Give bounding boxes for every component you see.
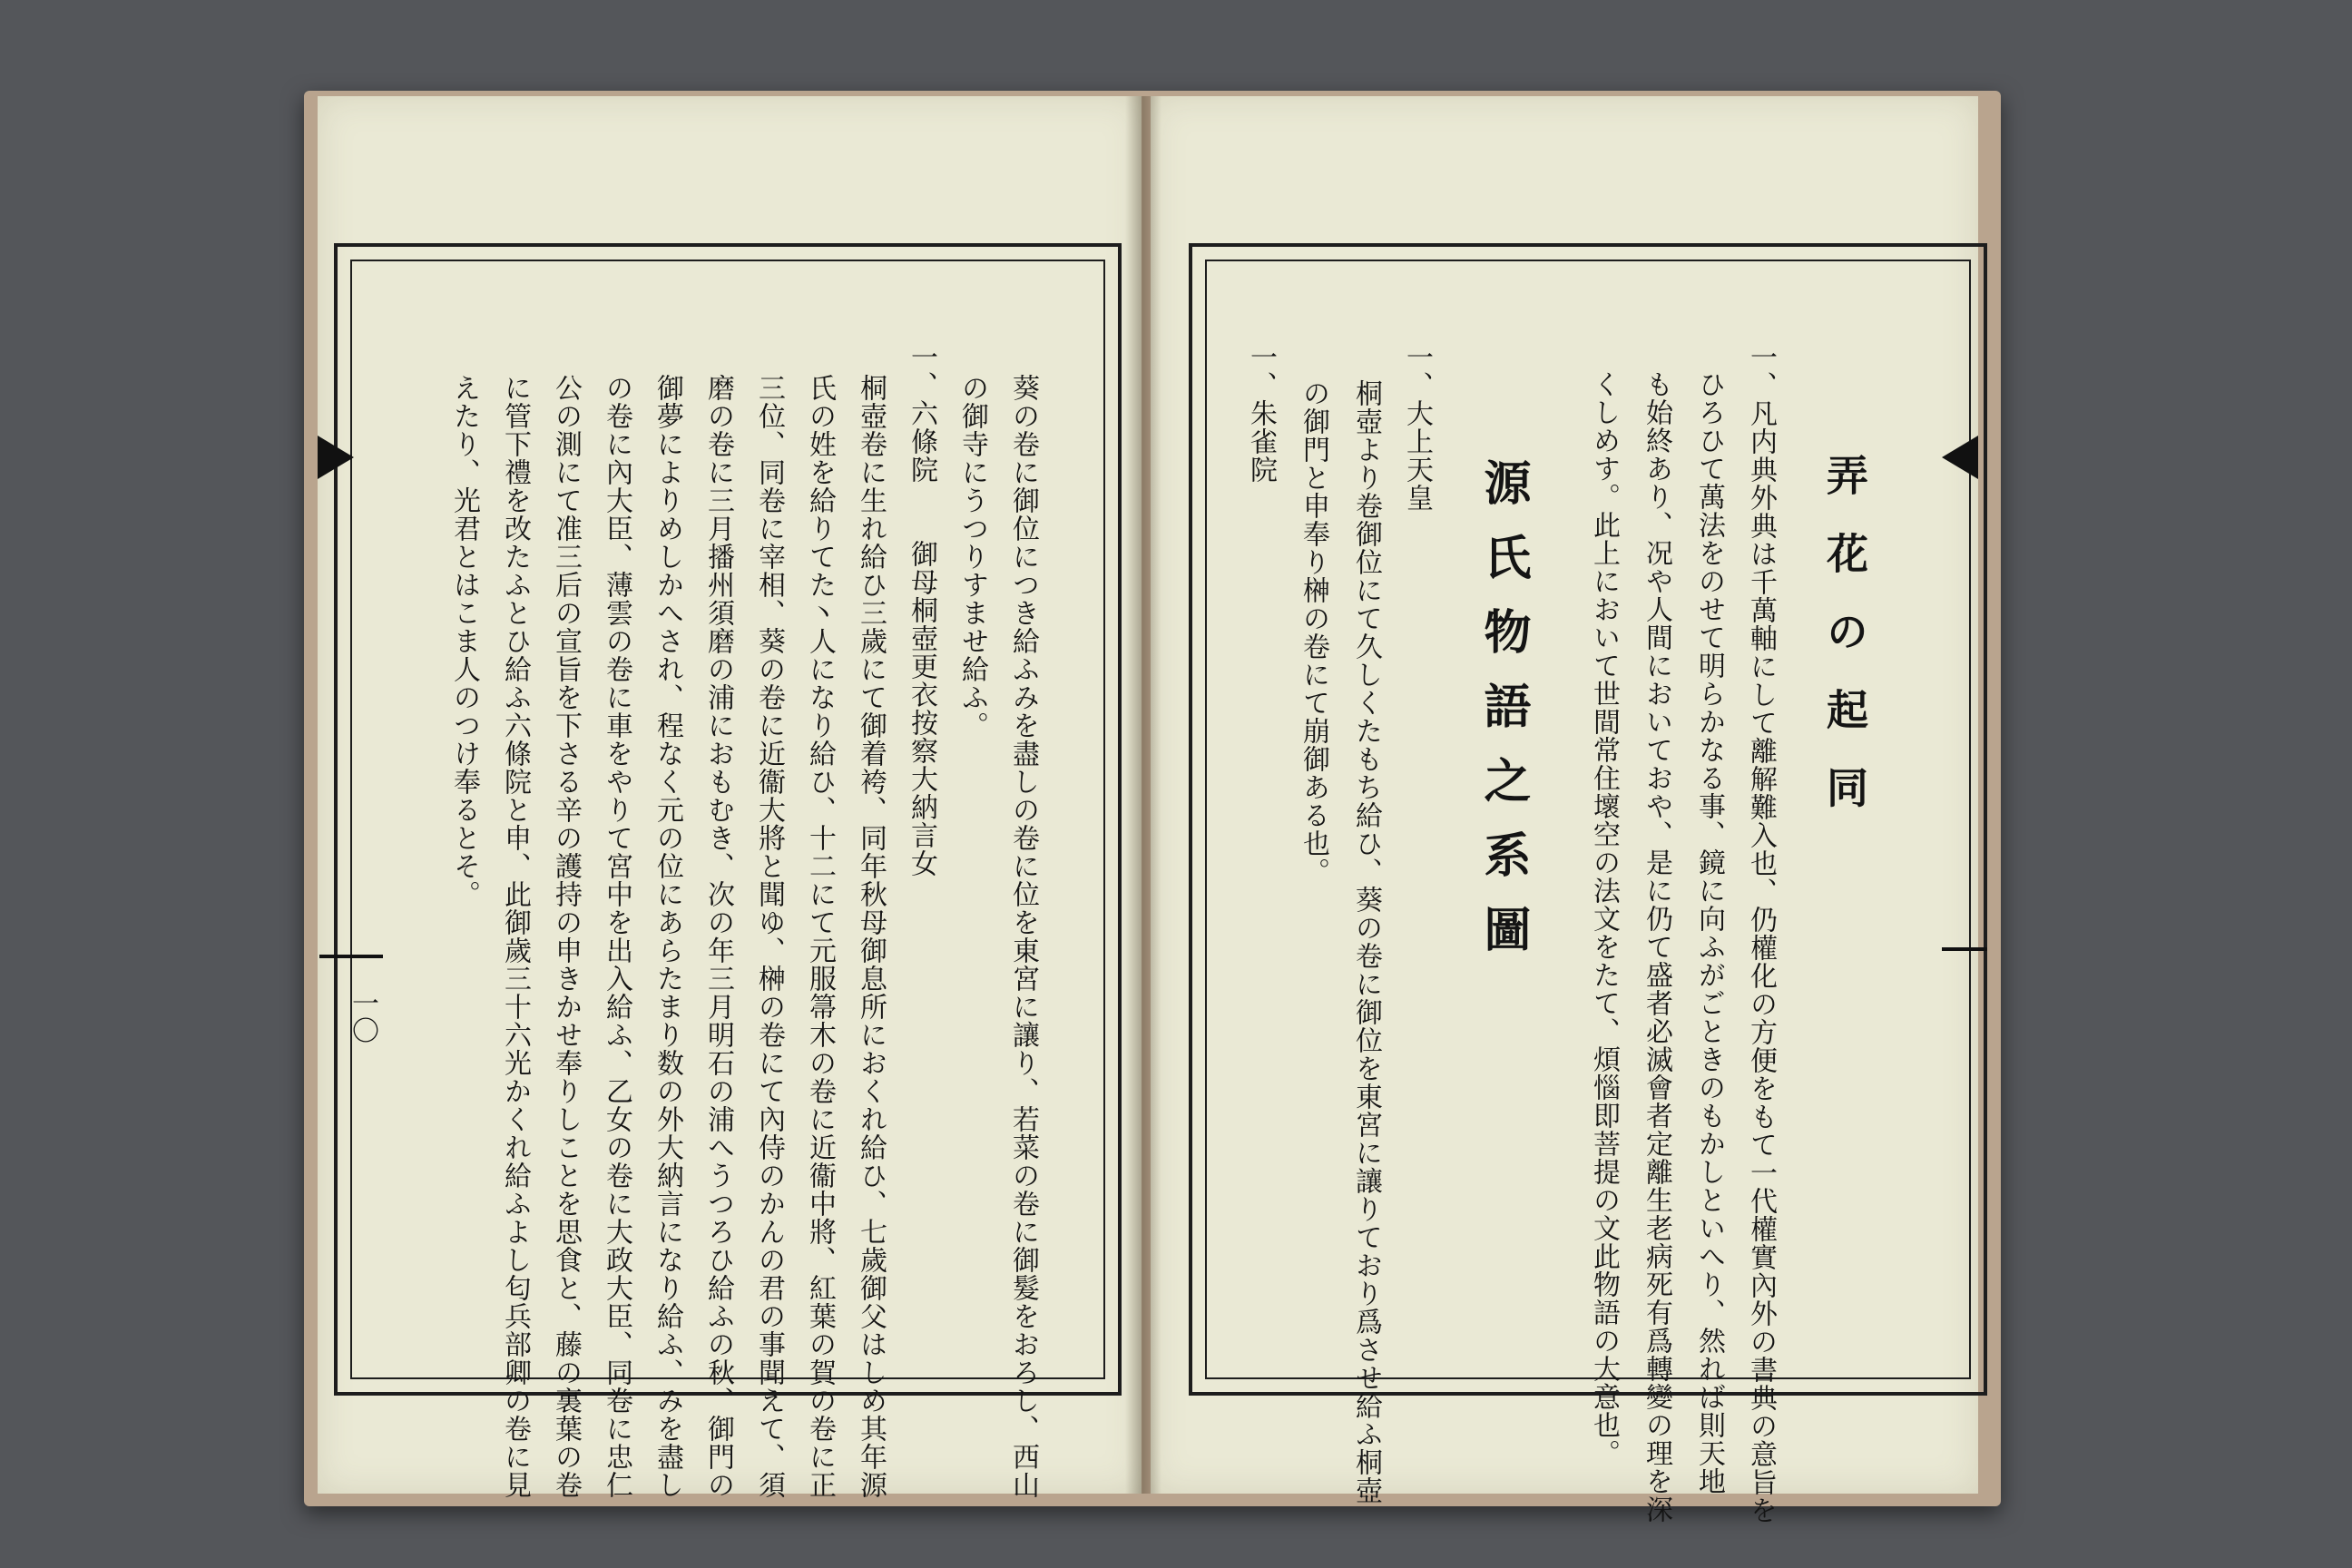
text-line-2: の御寺にうつりすませ給ふ。 <box>956 374 988 740</box>
left-fishtail-mark <box>318 436 354 479</box>
intro-line-1: 一、凡内典外典は千萬軸にして離解難入也、仍權化の方便をもて一代權實內外の書典の意旨を <box>1745 343 1777 1524</box>
text-line-7: 磨の卷に三月播州須磨の浦におもむき、次の年三月明石の浦へうつろひ給ふの秋、御門の <box>702 374 734 1499</box>
text-line-6: 三位、同卷に宰相、葵の卷に近衞大將と聞ゆ、榊の卷にて內侍のかんの君の事聞えて、須 <box>753 374 785 1499</box>
entry-suzaku-in: 一、朱雀院 <box>1245 343 1277 484</box>
entry-line-2: の御門と申奉り榊の卷にて崩御ある也。 <box>1298 379 1329 886</box>
intro-line-3: も始終あり、况や人間においておや、是に仍て盛者必滅會者定離生老病死有爲轉變の理を深 <box>1641 370 1672 1524</box>
intro-line-4: くしめす。此上において世間常住壞空の法文をたて、煩惱即菩提の文此物語の大意也。 <box>1588 370 1620 1467</box>
text-line-1: 葵の卷に御位につき給ふみを盡しの卷に位を東宮に讓り、若菜の卷に御髮をおろし、西山 <box>1007 374 1039 1499</box>
text-line-8: 御夢によりめしかへされ、程なく元の位にあらたまり数の外大納言になり給ふ、みを盡し <box>652 374 683 1499</box>
genealogy-heading: 源氏物語之系圖 <box>1475 458 1531 979</box>
text-line-9: の卷に內大臣、薄雲の卷に車をやりて宮中を出入給ふ、乙女の卷に大政大臣、同卷に忠仁 <box>601 374 632 1499</box>
right-margin-rule <box>1942 947 1987 951</box>
entry-line-1: 桐壺より卷御位にて久しくたもち給ひ、葵の卷に御位を東宮に讓りており爲させ給ふ桐壺 <box>1350 379 1382 1504</box>
text-line-11: に管下禮を改たふとひ給ふ六條院と申、此御歲三十六光かくれ給ふよし匂兵部卿の卷に見 <box>499 374 531 1499</box>
book-gutter <box>1125 96 1161 1494</box>
text-line-4: 桐壺卷に生れ給ひ三歲にて御着袴、同年秋母御息所におくれ給ひ、七歲御父はしめ其年源 <box>855 374 887 1499</box>
left-margin-rule <box>319 955 383 958</box>
intro-line-2: ひろひて萬法をのせて明らかなる事、鏡に向ふがごときのもかしといへり、然れば則天地 <box>1693 370 1725 1495</box>
right-page-title: 弄花の起同 <box>1820 454 1869 844</box>
text-line-12: えたり、光君とはこま人のつけ奉るとそ。 <box>448 374 480 908</box>
text-line-10: 公の測にて准三后の宣旨を下さる辛の護持の申きかせ奉りしことを思食と、藤の裏葉の卷 <box>550 374 582 1499</box>
entry-daijo-tenno: 一、大上天皇 <box>1401 343 1433 512</box>
right-fishtail-mark <box>1942 436 1978 479</box>
text-line-5: 氏の姓を給りてた丶人になり給ひ、十二にて元服箒木の卷に近衞中將、紅葉の賀の卷に正 <box>804 374 836 1499</box>
page-number: 一〇 <box>347 989 378 1044</box>
entry-rokujo-in: 一、六條院 御母桐壺更衣按察大納言女 <box>906 343 937 877</box>
